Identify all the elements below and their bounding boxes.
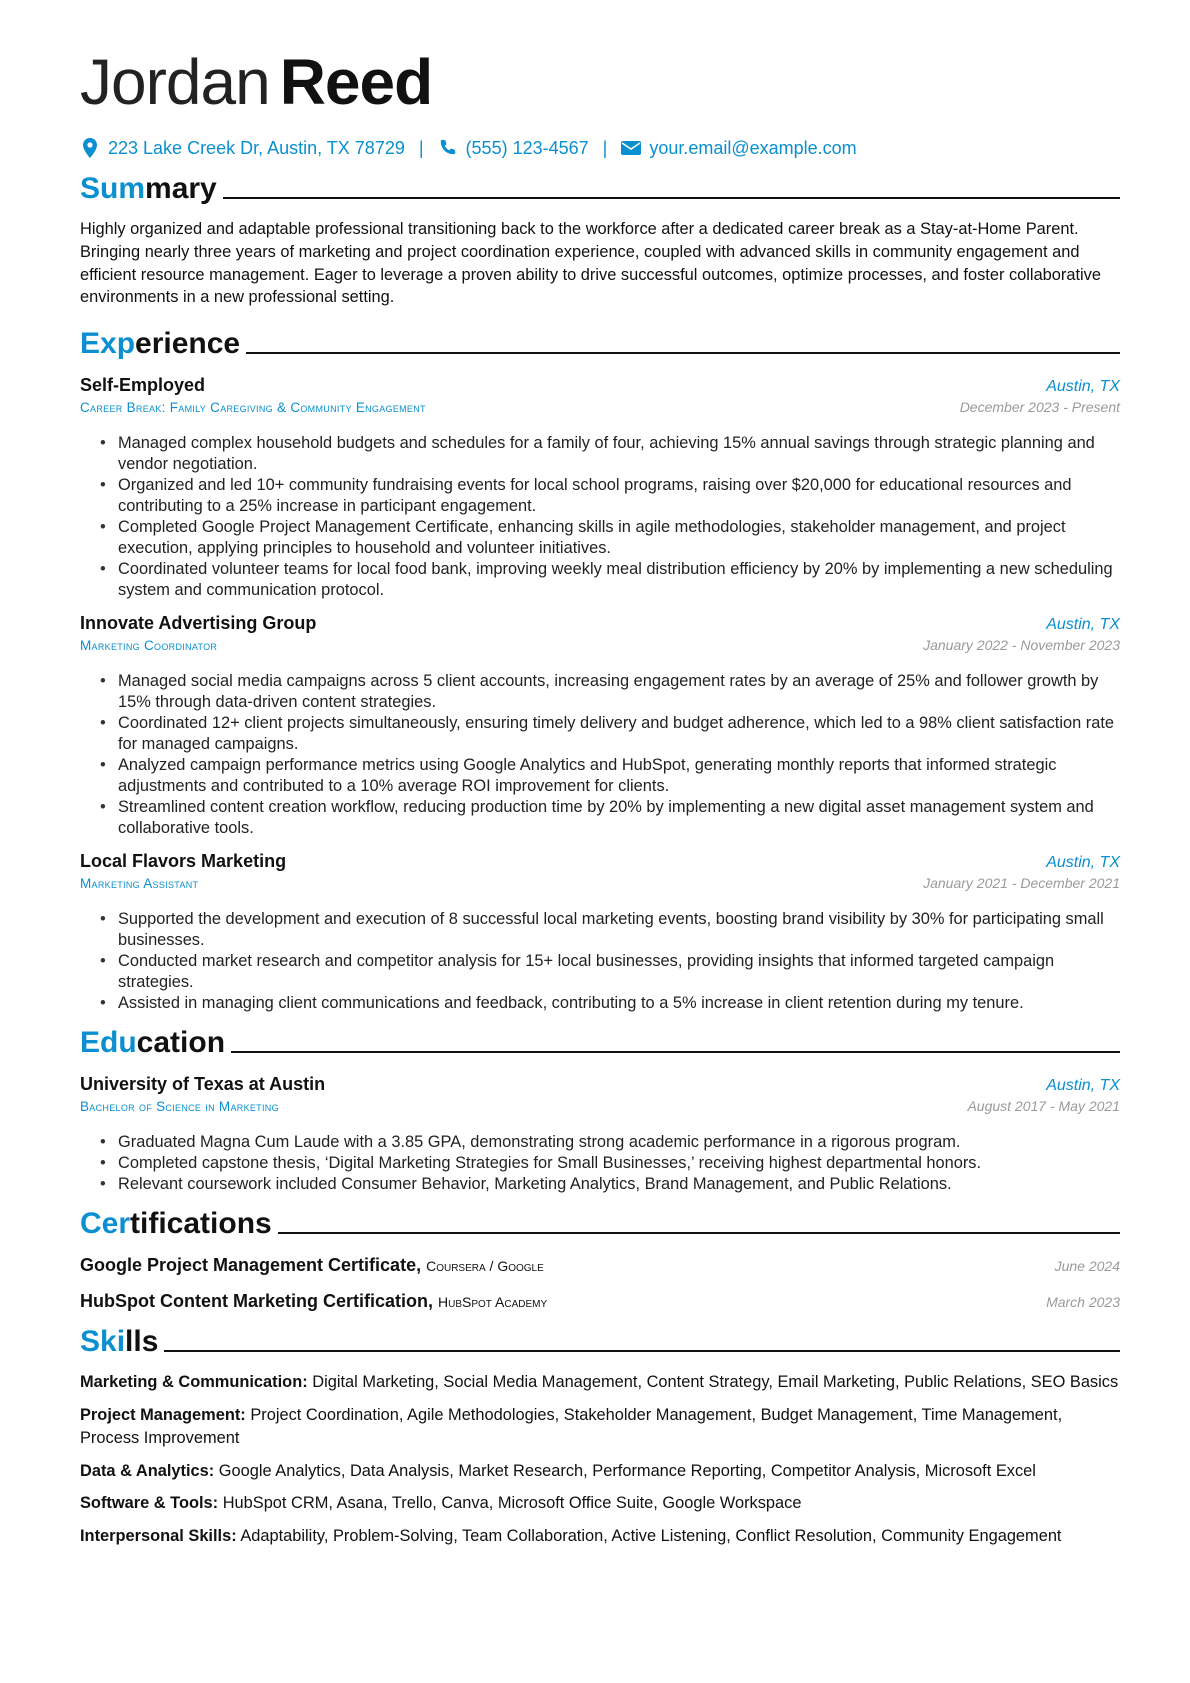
section-rule — [164, 1350, 1120, 1352]
job-role: Marketing Assistant — [80, 876, 199, 892]
certification-item: HubSpot Content Marketing Certification, HubSpot Academy March 2023 — [80, 1283, 1120, 1319]
bullet-item: • Graduated Magna Cum Laude with a 3.85 GPA, demonstrating strong academic performance in a rigorous program. — [100, 1132, 1120, 1153]
skill-list: Project Coordination, Agile Methodologies, Stakeholder Management, Budget Management, Time Management, Process Improvement — [80, 1405, 1063, 1447]
certification-date: June 2024 — [1054, 1258, 1120, 1275]
contact-line — [80, 134, 1120, 162]
job-role: Career Break: Family Caregiving & Community Engagement — [80, 400, 426, 416]
education-entry — [80, 1074, 1120, 1195]
candidate-name — [80, 40, 1120, 124]
map-pin-icon — [80, 138, 100, 158]
job-location: Austin, TX — [1046, 854, 1120, 872]
education-dates: August 2017 - May 2021 — [967, 1098, 1120, 1115]
summary-text: Highly organized and adaptable professional transitioning back to the workforce after a dedicated career break as a Stay-at-Home Parent. Bringing nearly three years of marketing and project coordination experience, coupled with advanced skills in community engagement and efficient resource management. Eager to leverage a proven ability to drive successful outcomes, optimize processes, and foster collaborative environments in a new professional setting. — [80, 220, 1101, 307]
bullet-item: • Assisted in managing client communications and feedback, contributing to a 5% increase in client retention during my tenure. — [100, 993, 1120, 1014]
bullet-item: • Relevant coursework included Consumer Behavior, Marketing Analytics, Brand Management, and Public Relations. — [100, 1174, 1120, 1195]
phone-text: (555) 123-4567 — [465, 137, 589, 158]
school-location: Austin, TX — [1046, 1077, 1120, 1095]
certification-date: March 2023 — [1046, 1294, 1120, 1311]
skill-category: Software & Tools: — [80, 1494, 219, 1513]
education-bullets — [80, 1132, 1120, 1195]
school-name: University of Texas at Austin — [80, 1074, 326, 1095]
skill-row — [80, 1525, 1120, 1548]
email-link[interactable]: your.email@example.com — [649, 137, 857, 158]
envelope-icon — [621, 138, 641, 158]
education-heading — [80, 1022, 1120, 1062]
section-rule — [231, 1051, 1120, 1053]
job-entry — [80, 375, 1120, 601]
certification-name: HubSpot Content Marketing Certification — [80, 1291, 428, 1312]
certification-item: Google Project Management Certificate, Coursera / Google June 2024 — [80, 1247, 1120, 1283]
skill-category: Project Management: — [80, 1405, 246, 1424]
resume-page — [80, 40, 1120, 1548]
job-dates: December 2023 - Present — [959, 399, 1120, 416]
skill-list: HubSpot CRM, Asana, Trello, Canva, Microsoft Office Suite, Google Workspace — [222, 1494, 802, 1513]
skill-row — [80, 1371, 1120, 1394]
skill-list: Adaptability, Problem-Solving, Team Collaboration, Active Listening, Conflict Resolution, Community Engagement — [240, 1527, 1062, 1546]
certifications-title-highlight: Cer — [80, 1207, 131, 1241]
summary-title-highlight: Sum — [80, 172, 146, 205]
certification-issuer: Coursera / Google — [426, 1258, 544, 1275]
summary-title-rest: mary — [145, 172, 217, 205]
section-rule — [278, 1232, 1120, 1234]
section-rule — [246, 352, 1120, 354]
bullet-item: • Completed Google Project Management Certificate, enhancing skills in agile methodologies, stakeholder management, and project execution, applying principles to household and volunteer initiatives. — [100, 517, 1120, 559]
job-entry — [80, 613, 1120, 839]
last-name: Reed — [279, 46, 433, 118]
job-organization: Innovate Advertising Group — [80, 613, 317, 634]
bullet-item: • Supported the development and execution of 8 successful local marketing events, boosting brand visibility by 30% for participating small businesses. — [100, 909, 1120, 951]
certifications-heading — [80, 1203, 1120, 1243]
skills-title-highlight: Ski — [80, 1325, 126, 1359]
bullet-item: • Conducted market research and competitor analysis for 15+ local businesses, providing insights that informed targeted campaign strategies. — [100, 951, 1120, 993]
job-location: Austin, TX — [1046, 378, 1120, 396]
experience-heading — [80, 323, 1120, 363]
skill-row — [80, 1492, 1120, 1515]
bullet-item: • Managed social media campaigns across 5 client accounts, increasing engagement rates by an average of 25% and follower growth by 15% through data-driven content strategies. — [100, 671, 1120, 713]
section-rule — [223, 197, 1120, 199]
education-title-highlight: Edu — [80, 1026, 137, 1060]
certification-issuer: HubSpot Academy — [438, 1294, 548, 1311]
bullet-item: • Coordinated volunteer teams for local food bank, improving weekly meal distribution efficiency by 20% by implementing a new scheduling system and communication protocol. — [100, 559, 1120, 601]
bullet-item: • Analyzed campaign performance metrics using Google Analytics and HubSpot, generating monthly reports that informed strategic adjustments and contributed to a 10% average ROI improvement for clients. — [100, 755, 1120, 797]
skill-row — [80, 1404, 1120, 1450]
bullet-item: • Streamlined content creation workflow, reducing production time by 20% by implementing a new digital asset management system and collaborative tools. — [100, 797, 1120, 839]
education-title-rest: cation — [136, 1026, 226, 1060]
job-entry — [80, 851, 1120, 1014]
address-text: 223 Lake Creek Dr, Austin, TX 78729 — [108, 137, 405, 158]
skill-category: Marketing & Communication: — [80, 1373, 308, 1392]
contact-separator: | — [418, 137, 424, 158]
contact-separator: | — [602, 137, 608, 158]
bullet-item: • Coordinated 12+ client projects simultaneously, ensuring timely delivery and budget adherence, which led to a 98% client satisfaction rate for managed campaigns. — [100, 713, 1120, 755]
job-dates: January 2021 - December 2021 — [923, 875, 1120, 892]
job-role: Marketing Coordinator — [80, 638, 218, 654]
bullet-item: • Managed complex household budgets and schedules for a family of four, achieving 15% annual savings through strategic planning and vendor negotiation. — [100, 433, 1120, 475]
bullet-item: • Organized and led 10+ community fundraising events for local school programs, raising over $20,000 for educational resources and contributing to a 25% increase in participant engagement. — [100, 475, 1120, 517]
skills-heading — [80, 1321, 1120, 1361]
skill-list: Google Analytics, Data Analysis, Market Research, Performance Reporting, Competitor Analysis, Microsoft Excel — [218, 1461, 1036, 1480]
skill-list: Digital Marketing, Social Media Management, Content Strategy, Email Marketing, Public Relations, SEO Basics — [312, 1373, 1119, 1392]
job-bullets — [80, 909, 1120, 1014]
skill-row — [80, 1460, 1120, 1483]
degree: Bachelor of Science in Marketing — [80, 1099, 279, 1115]
first-name: Jordan — [80, 46, 270, 118]
skill-category: Data & Analytics: — [80, 1461, 215, 1480]
experience-title-highlight: Exp — [80, 327, 136, 361]
job-bullets — [80, 671, 1120, 839]
bullet-item: • Completed capstone thesis, ‘Digital Marketing Strategies for Small Businesses,’ receiving highest departmental honors. — [100, 1153, 1120, 1174]
skills-title-rest: lls — [125, 1325, 159, 1359]
job-location: Austin, TX — [1046, 616, 1120, 634]
phone-icon — [438, 138, 458, 158]
job-dates: January 2022 - November 2023 — [923, 637, 1120, 654]
experience-title-rest: erience — [135, 327, 241, 361]
summary-heading — [80, 168, 1120, 208]
job-organization: Self-Employed — [80, 375, 206, 396]
certifications-title-rest: tifications — [130, 1207, 272, 1241]
job-organization: Local Flavors Marketing — [80, 851, 287, 872]
skill-category: Interpersonal Skills: — [80, 1527, 237, 1546]
job-bullets — [80, 433, 1120, 601]
certifications-list — [80, 1247, 1120, 1319]
certification-name: Google Project Management Certificate — [80, 1255, 417, 1276]
